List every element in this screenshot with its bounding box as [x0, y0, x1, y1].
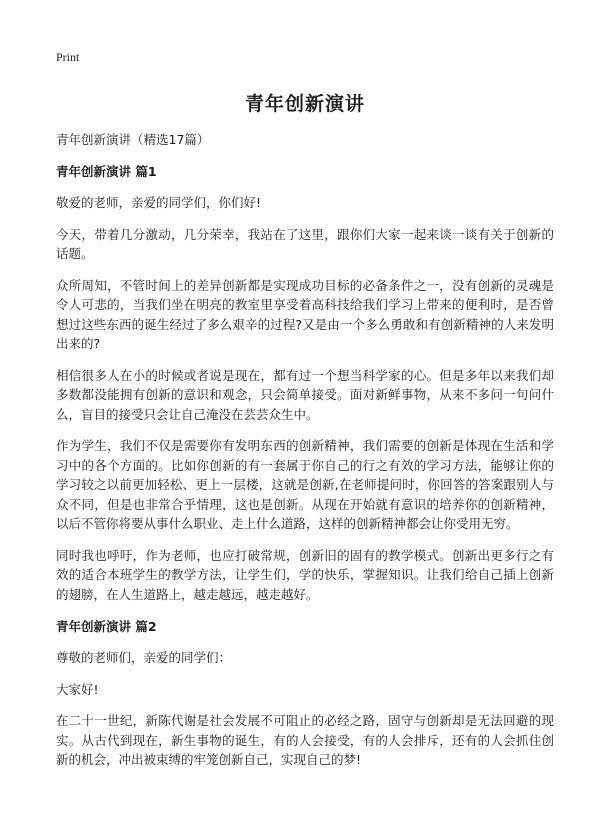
paragraph: 在二十一世纪，新陈代谢是社会发展不可阻止的必经之路，固守与创新却是无法回避的现实。从古代到现在，新生事物的诞生，有的人会接受，有的人会排斥，还有的人会抓住创新的机会，冲出被束缚的牢笼创新自己，实现自己的梦!: [56, 713, 554, 767]
print-link[interactable]: Print: [56, 50, 80, 64]
paragraph: 尊敬的老师们，亲爱的同学们：: [56, 650, 232, 665]
section-heading: 青年创新演讲 篇1: [56, 164, 157, 179]
paragraph: 大家好!: [56, 681, 99, 697]
section-2: [56, 618, 554, 770]
paragraph: 今天，带着几分激动，几分荣幸，我站在了这里，跟你们大家一起来谈一谈有关于创新的话题。: [56, 226, 554, 261]
paragraph: 相信很多人在小的时候或者说是现在，都有过一个想当科学家的心。但是多年以来我们却多数都没能拥有创新的意识和观念，只会简单接受。面对新鲜事物，从来不多问一句问什么，盲目的接受只会让自己淹没在芸芸众生中。: [56, 367, 554, 422]
document-subtitle: 青年创新演讲（精选17篇）: [56, 132, 210, 147]
paragraph: 众所周知，不管时间上的差异创新都是实现成功目标的必备条件之一，没有创新的灵魂是令人可悲的，当我们坐在明亮的教室里享受着高科技给我们学习上带来的便利时，是否曾想过这些东西的诞生经过了多么艰辛的过程?又是由一个多么勇敢和有创新精神的人来发明出来的?: [56, 277, 554, 351]
document-title: 青年创新演讲: [244, 93, 365, 115]
paragraph: 同时我也呼吁，作为老师，也应打破常规，创新旧的固有的教学模式。创新出更多行之有效的适合本班学生的教学方法，让学生们，学的快乐，掌握知识。让我们给自己插上创新的翅膀，在人生道路上，越走越远，越走越好。: [56, 547, 554, 602]
paragraph: 作为学生，我们不仅是需要你有发明东西的创新精神，我们需要的创新是体现在生活和学习中的各个方面的。比如你创新的有一套属于你自己的行之有效的学习方法，能够让你的学习较之以前更加轻松、更上一层楼，这就是创新,在老师提问时，你回答的答案跟别人与众不同，但是也非常合乎情理，这也是创新。从现在开始就有意识的培养你的创新精神，以后不管你将要从事什么职业、走上什么道路，这样的创新精神都会让你受用无穷。: [56, 438, 554, 531]
paragraph: 敬爱的老师，亲爱的同学们，你们好!: [56, 195, 262, 210]
section-1: [56, 163, 554, 604]
section-heading: 青年创新演讲 篇2: [56, 619, 157, 634]
